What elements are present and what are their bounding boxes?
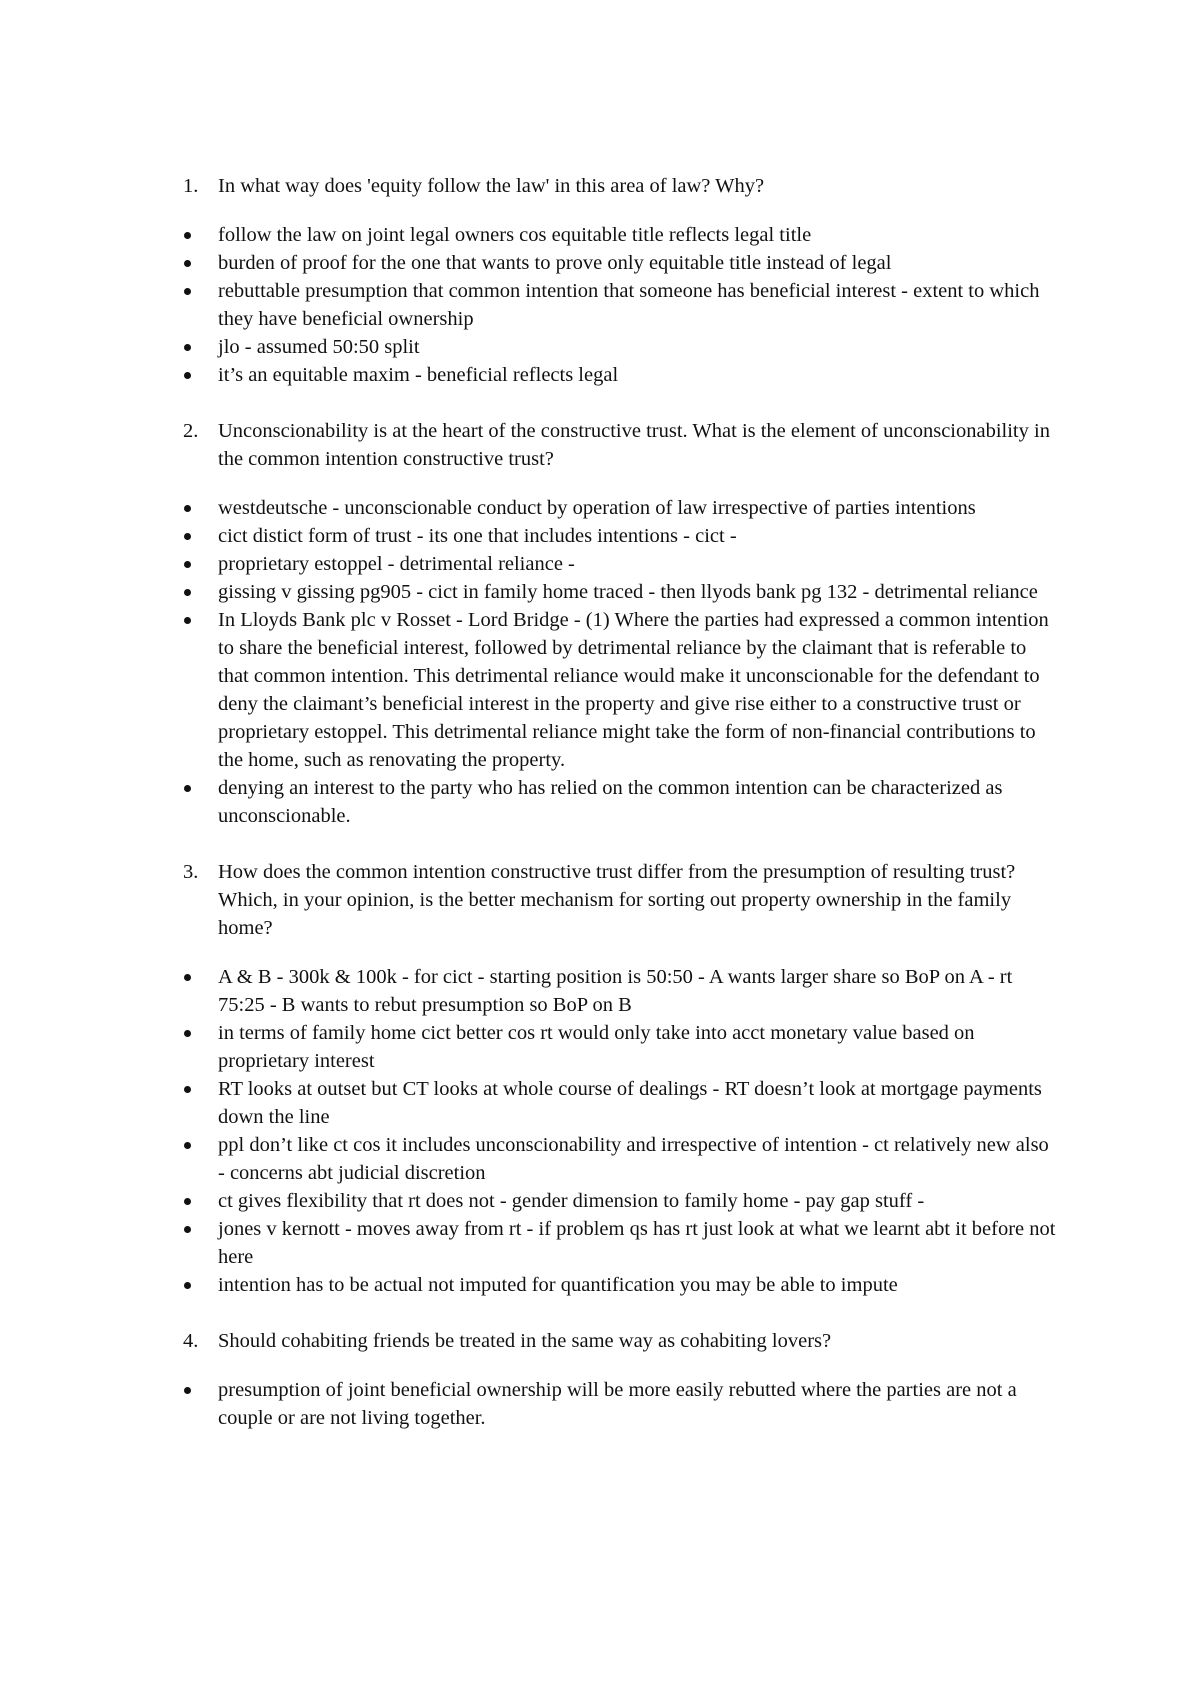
answer-bullet: In Lloyds Bank plc v Rosset - Lord Bridge - (1) Where the parties had expressed a common intention to share the beneficial interest, followed by detrimental reliance by the claimant that is referable to that common intention. This detrimental reliance would make it unconscionable for the defendant to deny the claimant’s beneficial interest in the property and give rise either to a constructive trust or proprietary estoppel. This detrimental reliance might take the form of non-financial contributions to the home, such as renovating the property. — [0, 606, 1200, 774]
answer-bullet: westdeutsche - unconscionable conduct by operation of law irrespective of parties intentions — [0, 494, 1200, 522]
answer-list-1 — [0, 221, 1200, 389]
answer-list-3 — [0, 963, 1200, 1299]
answer-list-2 — [0, 494, 1200, 830]
answer-bullet: rebuttable presumption that common intention that someone has beneficial interest - extent to which they have beneficial ownership — [0, 277, 1200, 333]
question-block-4 — [0, 1327, 1200, 1432]
answer-bullet: proprietary estoppel - detrimental reliance - — [0, 550, 1200, 578]
answer-bullet: follow the law on joint legal owners cos equitable title reflects legal title — [0, 221, 1200, 249]
question-text: In what way does 'equity follow the law' in this area of law? Why? — [218, 175, 765, 197]
answer-bullet: cict distict form of trust - its one that includes intentions - cict - — [0, 522, 1200, 550]
answer-bullet: gissing v gissing pg905 - cict in family home traced - then llyods bank pg 132 - detrimental reliance — [0, 578, 1200, 606]
answer-bullet: jones v kernott - moves away from rt - if problem qs has rt just look at what we learnt abt it before not here — [0, 1215, 1200, 1271]
question-text: Should cohabiting friends be treated in the same way as cohabiting lovers? — [218, 1330, 832, 1352]
answer-bullet: ct gives flexibility that rt does not - gender dimension to family home - pay gap stuff - — [0, 1187, 1200, 1215]
question-number: 4. — [183, 1330, 199, 1352]
answer-bullet: jlo - assumed 50:50 split — [0, 333, 1200, 361]
question-block-2 — [0, 417, 1200, 858]
question-text: How does the common intention constructive trust differ from the presumption of resulting trust? Which, in your opinion, is the better mechanism for sorting out property ownership in the family home? — [218, 861, 1016, 939]
question-3 — [0, 858, 1200, 942]
answer-bullet: burden of proof for the one that wants to prove only equitable title instead of legal — [0, 249, 1200, 277]
question-4 — [0, 1327, 1200, 1355]
answer-bullet: A & B - 300k & 100k - for cict - starting position is 50:50 - A wants larger share so BoP on A - rt 75:25 - B wants to rebut presumption so BoP on B — [0, 963, 1200, 1019]
answer-bullet: denying an interest to the party who has relied on the common intention can be characterized as unconscionable. — [0, 774, 1200, 830]
answer-bullet: it’s an equitable maxim - beneficial reflects legal — [0, 361, 1200, 389]
document-content — [0, 172, 1200, 1432]
answer-bullet: ppl don’t like ct cos it includes unconscionability and irrespective of intention - ct relatively new also - concerns abt judicial discretion — [0, 1131, 1200, 1187]
question-2 — [0, 417, 1200, 473]
answer-bullet: intention has to be actual not imputed for quantification you may be able to impute — [0, 1271, 1200, 1299]
question-text: Unconscionability is at the heart of the constructive trust. What is the element of unconscionability in the common intention constructive trust? — [218, 420, 1050, 470]
answer-list-4 — [0, 1376, 1200, 1432]
question-number: 3. — [183, 861, 199, 883]
question-block-1 — [0, 172, 1200, 417]
answer-bullet: in terms of family home cict better cos rt would only take into acct monetary value based on proprietary interest — [0, 1019, 1200, 1075]
question-1 — [0, 172, 1200, 200]
question-number: 1. — [183, 175, 199, 197]
question-number: 2. — [183, 420, 199, 442]
answer-bullet: presumption of joint beneficial ownership will be more easily rebutted where the parties are not a couple or are not living together. — [0, 1376, 1200, 1432]
answer-bullet: RT looks at outset but CT looks at whole course of dealings - RT doesn’t look at mortgage payments down the line — [0, 1075, 1200, 1131]
question-block-3 — [0, 858, 1200, 1327]
